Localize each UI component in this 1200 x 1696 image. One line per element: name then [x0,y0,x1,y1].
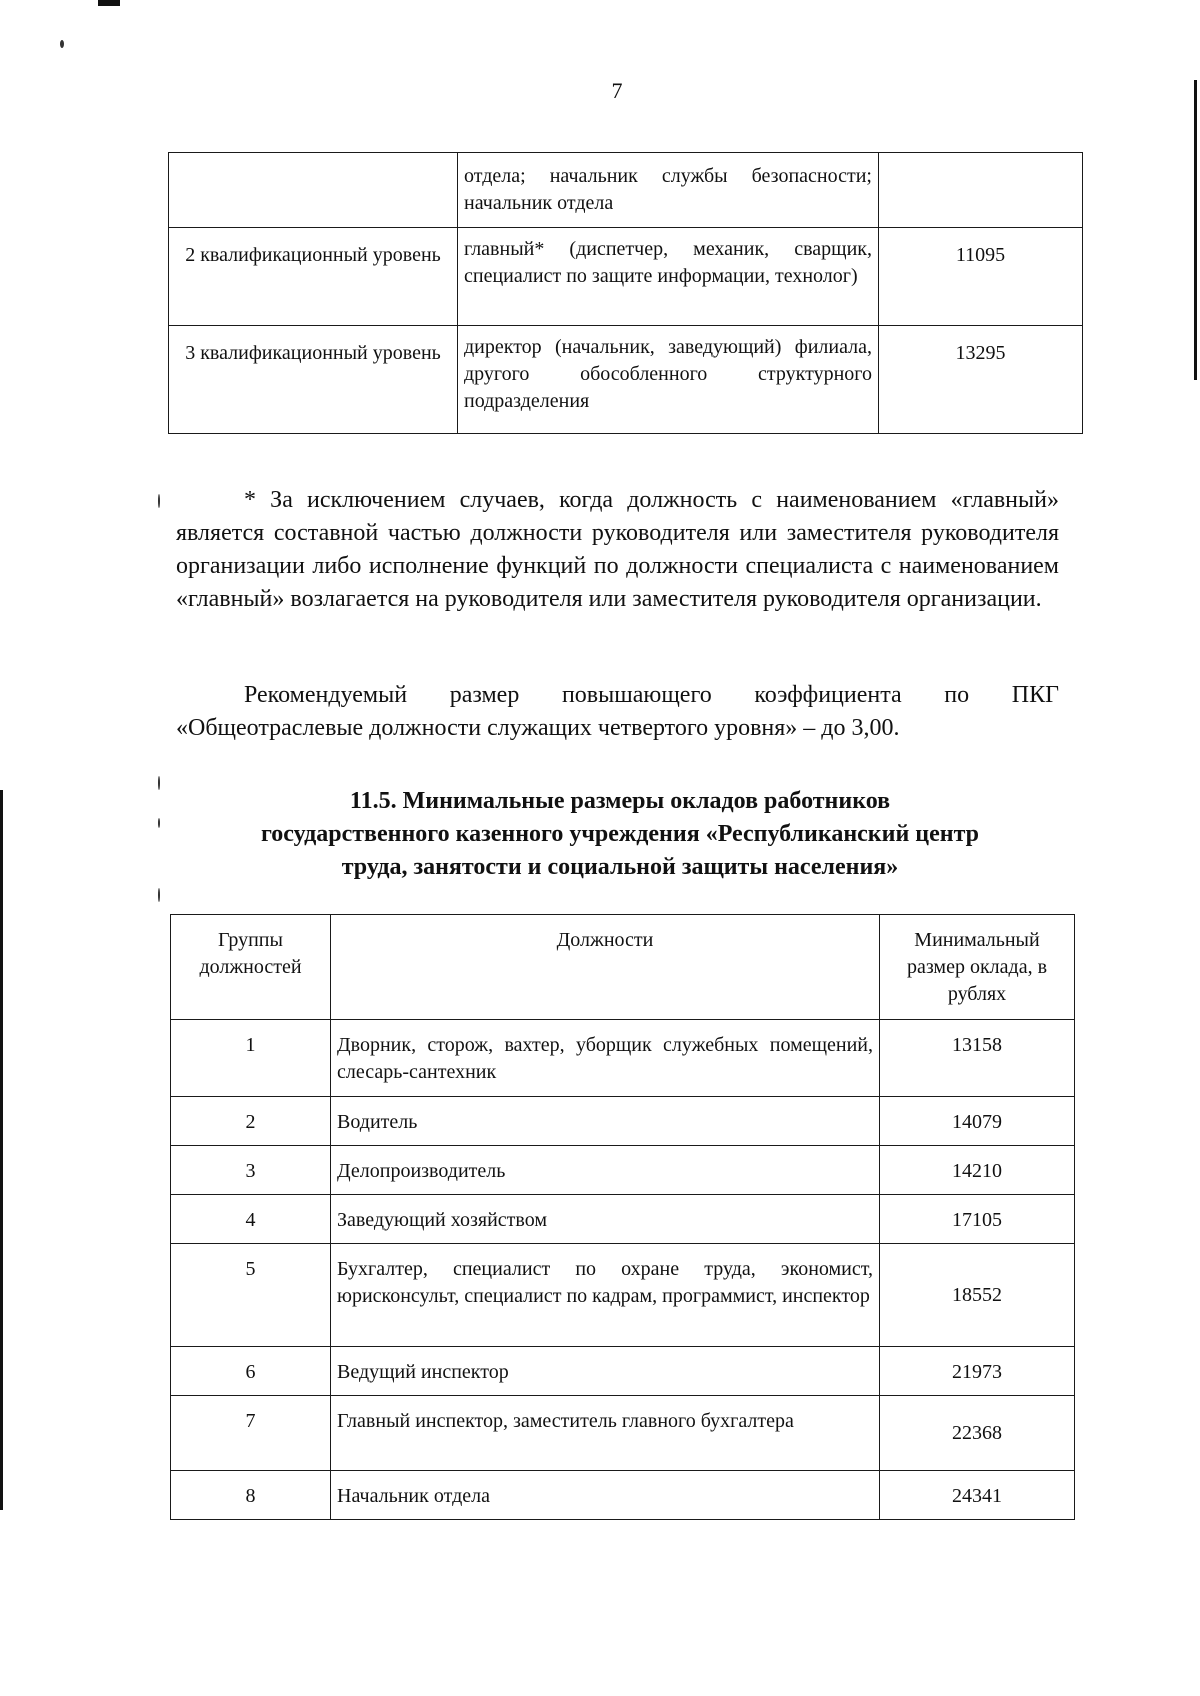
positions-cell: Водитель [331,1097,880,1146]
positions-cell: Дворник, сторож, вахтер, уборщик служебных помещений, слесарь-сантехник [331,1020,880,1097]
qualification-level-cell: 3 квалификационный уровень [169,326,458,434]
salary-cell: 22368 [880,1396,1075,1471]
header-group: Группы должностей [171,915,331,1020]
scan-dot [158,494,160,508]
table-header-row [171,915,1075,1020]
salary-table [170,914,1075,1520]
positions-cell: Главный инспектор, заместитель главного бухгалтера [331,1396,880,1471]
salary-cell: 24341 [880,1471,1075,1520]
scan-mark [98,0,120,6]
page-number: 7 [611,78,623,103]
table-row [171,1020,1075,1097]
section-heading-line: 11.5. Минимальные размеры окладов работников [349,788,891,814]
table-row [171,1195,1075,1244]
scan-edge-line [1194,80,1197,380]
group-cell: 7 [171,1396,331,1471]
table-row [169,326,1083,434]
recommendation-paragraph: Рекомендуемый размер повышающего коэффициента по ПКГ «Общеотраслевые должности служащих четвертого уровня» – до 3,00. [176,682,1059,741]
salary-cell: 13295 [879,326,1083,434]
table-row [171,1471,1075,1520]
header-positions: Должности [331,915,880,1020]
positions-cell: Ведущий инспектор [331,1347,880,1396]
scan-dot [158,888,160,902]
positions-cell: Начальник отдела [331,1471,880,1520]
header-salary: Минимальный размер оклада, в рублях [880,915,1075,1020]
positions-cell: главный* (диспетчер, механик, сварщик, специалист по защите информации, технолог) [458,228,879,326]
scan-edge-line [0,790,3,1510]
group-cell: 3 [171,1146,331,1195]
positions-cell: отдела; начальник службы безопасности; начальник отдела [458,153,879,228]
section-heading-line: труда, занятости и социальной защиты населения» [341,854,899,880]
qualification-table [168,152,1083,434]
scan-dot [158,776,160,790]
positions-cell: Заведующий хозяйством [331,1195,880,1244]
table-row [169,153,1083,228]
salary-cell: 21973 [880,1347,1075,1396]
salary-cell: 13158 [880,1020,1075,1097]
group-cell: 2 [171,1097,331,1146]
table-row [171,1347,1075,1396]
salary-cell: 11095 [879,228,1083,326]
salary-cell: 18552 [880,1244,1075,1347]
salary-cell: 14210 [880,1146,1075,1195]
group-cell: 5 [171,1244,331,1347]
qualification-level-cell [169,153,458,228]
table-row [169,228,1083,326]
salary-cell [879,153,1083,228]
group-cell: 8 [171,1471,331,1520]
group-cell: 6 [171,1347,331,1396]
table-row [171,1146,1075,1195]
group-cell: 4 [171,1195,331,1244]
table-row [171,1396,1075,1471]
positions-cell: директор (начальник, заведующий) филиала, другого обособленного структурного подразделения [458,326,879,434]
scan-dot [158,818,160,828]
salary-cell: 17105 [880,1195,1075,1244]
positions-cell: Бухгалтер, специалист по охране труда, экономист, юрисконсульт, специалист по кадрам, программист, инспектор [331,1244,880,1347]
footnote-paragraph: * За исключением случаев, когда должность с наименованием «главный» является составной частью должности руководителя или заместителя руководителя организации либо исполнение функций по должности специалиста с наименованием «главный» возлагается на руководителя или заместителя руководителя организации. [176,487,1059,612]
group-cell: 1 [171,1020,331,1097]
section-heading [180,785,1060,884]
salary-cell: 14079 [880,1097,1075,1146]
table-row [171,1244,1075,1347]
table-row [171,1097,1075,1146]
section-heading-line: государственного казенного учреждения «Республиканский центр [260,821,980,847]
qualification-level-cell: 2 квалификационный уровень [169,228,458,326]
scan-dot [60,40,64,48]
positions-cell: Делопроизводитель [331,1146,880,1195]
